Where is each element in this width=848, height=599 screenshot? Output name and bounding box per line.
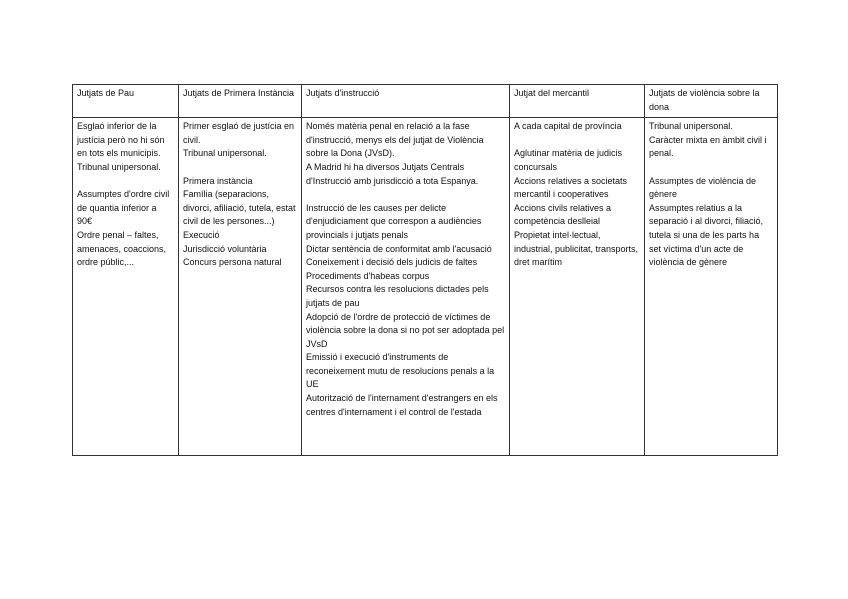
cell-line: Adopció de l'ordre de protecció de víctimes de violència sobre la dona si no pot ser adoptada pel JVsD [306,311,505,349]
cell-line: Família (separacions, divorci, afiliació, tutela, estat civil de les persones...) [183,189,296,227]
cell-line: Propietat intel·lectual, industrial, publicitat, transports, dret marítim [514,229,639,268]
blank-line [649,161,773,175]
blank-line [514,134,640,148]
cell-line: Només matèria penal en relació a la fase d'instrucció, menys els del jutjat de Violència sobre la Dona (JVsD). [306,121,484,159]
blank-line [183,161,297,175]
header-jutjats-violencia-dona: Jutjats de violència sobre la dona [645,85,778,118]
cell-jutjats-primera-instancia [179,118,302,456]
cell-line: Primer esglaó de justícia en civil. [183,121,295,145]
courts-table [72,84,778,456]
cell-line: Dictar sentència de conformitat amb l'acusació [306,243,492,254]
cell-line: Aglutinar matèria de judicis concursals [514,148,623,172]
cell-line: Instrucció de les causes per delicte d'enjudiciament que correspon a audiències provincials i jutjats penals [306,202,482,240]
cell-line: Tribunal unipersonal. [649,121,733,132]
header-jutjats-primera-instancia: Jutjats de Primera Instància [179,85,302,118]
cell-line: Execució [183,229,220,240]
cell-line: Caràcter mixta en àmbit civil i penal. [649,134,767,159]
header-jutjats-de-pau: Jutjats de Pau [73,85,179,118]
cell-line: Emissió i execució d'instruments de reconeixement mutu de resolucions penals a la UE [306,352,495,390]
blank-line [306,188,505,202]
cell-line: Autorització de l'internament d'estrangers en els centres d'internament i el control de l'estada [306,393,498,417]
cell-line: Tribunal unipersonal. [77,161,161,172]
cell-line: Primera instància [183,175,253,186]
cell-line: Accions civils relatives a competència deslleial [514,202,612,227]
cell-line: Ordre penal – faltes, amenaces, coaccions, ordre públic,... [77,229,167,268]
content-row [73,118,778,456]
header-jutjat-mercantil: Jutjat del mercantil [510,85,645,118]
cell-line: Esglaó inferior de la justícia però no hi són en tots els municipis. [77,121,165,159]
cell-line: A Madrid hi ha diversos Jutjats Centrals d'Instrucció amb jurisdicció a tota Espanya. [306,161,479,186]
cell-line: Accions relatives a societats mercantil i cooperatives [514,175,628,200]
cell-line: Assumptes de violència de gènere [649,175,757,200]
cell-line: A cada capital de província [514,121,622,132]
cell-jutjats-violencia-dona [645,118,778,456]
cell-line: Tribunal unipersonal. [183,148,267,159]
blank-line [77,175,174,189]
header-jutjats-instruccio: Jutjats d'instrucció [302,85,510,118]
cell-line: Concurs persona natural [183,257,282,268]
cell-line: Jurisdicció voluntària [183,243,267,254]
cell-line: Assumptes d'ordre civil de quantia inferior a 90€ [77,189,170,227]
cell-line: Assumptes relatius a la separació i al divorci, filiació, tutela si una de les parts ha set víctima d'un acte de violència de gènere [649,202,764,268]
cell-jutjat-mercantil [510,118,645,456]
cell-line: Coneixement i decisió dels judicis de faltes [306,257,478,268]
cell-jutjats-de-pau [73,118,179,456]
cell-jutjats-instruccio [302,118,510,456]
cell-line: Procediments d'habeas corpus [306,270,430,281]
header-row [73,85,778,118]
cell-line: Recursos contra les resolucions dictades pels jutjats de pau [306,284,489,308]
